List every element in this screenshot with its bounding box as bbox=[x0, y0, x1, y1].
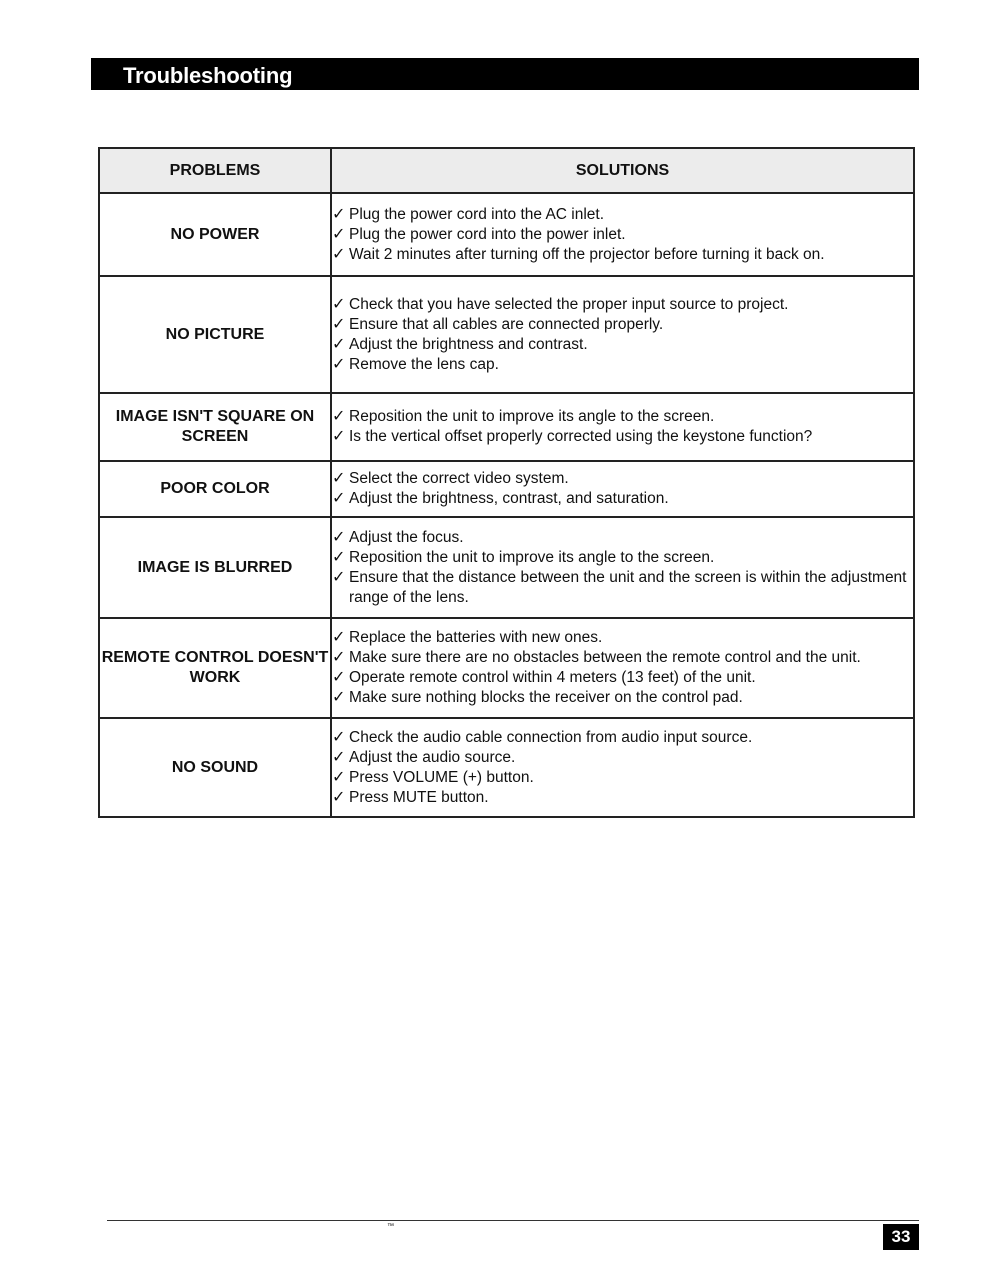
list-item bbox=[332, 407, 913, 427]
solutions-list bbox=[332, 469, 913, 509]
solution-text: Adjust the brightness, contrast, and saturation. bbox=[349, 490, 669, 507]
check-icon: ✓ bbox=[332, 788, 346, 806]
problem-cell: NO PICTURE bbox=[99, 276, 331, 393]
problem-cell: POOR COLOR bbox=[99, 461, 331, 517]
list-item bbox=[332, 568, 913, 608]
check-icon: ✓ bbox=[332, 649, 346, 666]
solution-text: Check that you have selected the proper input source to project. bbox=[349, 295, 789, 313]
list-item bbox=[332, 548, 913, 568]
list-item bbox=[332, 315, 913, 335]
check-icon: ✓ bbox=[332, 428, 346, 445]
list-item bbox=[332, 427, 913, 447]
list-item bbox=[332, 205, 913, 225]
list-item bbox=[332, 295, 913, 315]
solution-text: Adjust the brightness and contrast. bbox=[349, 335, 588, 353]
solution-text: Remove the lens cap. bbox=[349, 355, 499, 373]
problem-cell: REMOTE CONTROL DOESN'T WORK bbox=[99, 618, 331, 718]
problem-cell: IMAGE IS BLURRED bbox=[99, 517, 331, 618]
check-icon: ✓ bbox=[332, 355, 346, 373]
list-item bbox=[332, 469, 913, 489]
problem-cell: NO POWER bbox=[99, 193, 331, 276]
check-icon: ✓ bbox=[332, 245, 346, 263]
solutions-cell bbox=[331, 618, 914, 718]
check-icon: ✓ bbox=[332, 335, 346, 353]
list-item bbox=[332, 648, 913, 668]
solutions-cell bbox=[331, 276, 914, 393]
list-item bbox=[332, 355, 913, 375]
list-item bbox=[332, 728, 913, 748]
solution-text: Press MUTE button. bbox=[349, 788, 489, 806]
check-icon: ✓ bbox=[332, 470, 346, 487]
solution-text: Replace the batteries with new ones. bbox=[349, 629, 603, 646]
list-item bbox=[332, 748, 913, 768]
list-item bbox=[332, 688, 913, 708]
solution-text: Make sure nothing blocks the receiver on the control pad. bbox=[349, 689, 743, 706]
solution-text: Plug the power cord into the AC inlet. bbox=[349, 205, 605, 223]
check-icon: ✓ bbox=[332, 315, 346, 333]
solutions-list bbox=[332, 528, 913, 608]
list-item bbox=[332, 668, 913, 688]
check-icon: ✓ bbox=[332, 295, 346, 313]
check-icon: ✓ bbox=[332, 490, 346, 507]
solution-text: Press VOLUME (+) button. bbox=[349, 768, 534, 786]
solution-text: Select the correct video system. bbox=[349, 470, 569, 487]
table-row bbox=[99, 718, 914, 817]
check-icon: ✓ bbox=[332, 728, 346, 746]
troubleshooting-table bbox=[98, 147, 915, 818]
list-item bbox=[332, 245, 913, 265]
page-title: Troubleshooting bbox=[123, 63, 293, 88]
table-row bbox=[99, 618, 914, 718]
table-row bbox=[99, 193, 914, 276]
check-icon: ✓ bbox=[332, 748, 346, 766]
list-item bbox=[332, 335, 913, 355]
solution-text: Make sure there are no obstacles between the remote control and the unit. bbox=[349, 649, 861, 666]
list-item bbox=[332, 788, 913, 808]
solution-text: Reposition the unit to improve its angle to the screen. bbox=[349, 548, 715, 566]
title-bar bbox=[91, 58, 919, 90]
solution-text: Plug the power cord into the power inlet. bbox=[349, 225, 626, 243]
list-item bbox=[332, 225, 913, 245]
check-icon: ✓ bbox=[332, 768, 346, 786]
solutions-cell bbox=[331, 461, 914, 517]
header-problems: PROBLEMS bbox=[99, 148, 331, 193]
solution-text: Is the vertical offset properly corrected using the keystone function? bbox=[349, 428, 813, 445]
solutions-list bbox=[332, 628, 913, 708]
footer-divider bbox=[107, 1220, 919, 1221]
list-item bbox=[332, 489, 913, 509]
solutions-cell bbox=[331, 393, 914, 461]
solution-text: Reposition the unit to improve its angle to the screen. bbox=[349, 408, 715, 425]
check-icon: ✓ bbox=[332, 548, 346, 566]
solution-text: Ensure that all cables are connected properly. bbox=[349, 315, 664, 333]
table-header-row bbox=[99, 148, 914, 193]
check-icon: ✓ bbox=[332, 689, 346, 706]
solution-text: Wait 2 minutes after turning off the projector before turning it back on. bbox=[349, 245, 825, 263]
check-icon: ✓ bbox=[332, 408, 346, 425]
problem-cell: IMAGE ISN'T SQUARE ON SCREEN bbox=[99, 393, 331, 461]
solutions-list bbox=[332, 407, 913, 447]
solution-text: Ensure that the distance between the unit and the screen is within the adjustment range of the lens. bbox=[349, 568, 907, 606]
table-row bbox=[99, 517, 914, 618]
solutions-list bbox=[332, 205, 913, 265]
solution-text: Check the audio cable connection from audio input source. bbox=[349, 728, 753, 746]
solutions-cell bbox=[331, 517, 914, 618]
check-icon: ✓ bbox=[332, 669, 346, 686]
solution-text: Adjust the audio source. bbox=[349, 748, 516, 766]
table-row bbox=[99, 393, 914, 461]
check-icon: ✓ bbox=[332, 568, 346, 586]
problem-cell: NO SOUND bbox=[99, 718, 331, 817]
list-item bbox=[332, 628, 913, 648]
check-icon: ✓ bbox=[332, 629, 346, 646]
table-row bbox=[99, 461, 914, 517]
check-icon: ✓ bbox=[332, 225, 346, 243]
page-number: 33 bbox=[883, 1224, 919, 1250]
solutions-list bbox=[332, 728, 913, 808]
solution-text: Adjust the focus. bbox=[349, 528, 464, 546]
solutions-cell bbox=[331, 718, 914, 817]
list-item bbox=[332, 768, 913, 788]
solutions-cell bbox=[331, 193, 914, 276]
check-icon: ✓ bbox=[332, 205, 346, 223]
list-item bbox=[332, 528, 913, 548]
solution-text: Operate remote control within 4 meters (13 feet) of the unit. bbox=[349, 669, 756, 686]
header-solutions: SOLUTIONS bbox=[331, 148, 914, 193]
check-icon: ✓ bbox=[332, 528, 346, 546]
solutions-list bbox=[332, 295, 913, 375]
trademark-mark: ™ bbox=[387, 1223, 394, 1230]
table-row bbox=[99, 276, 914, 393]
